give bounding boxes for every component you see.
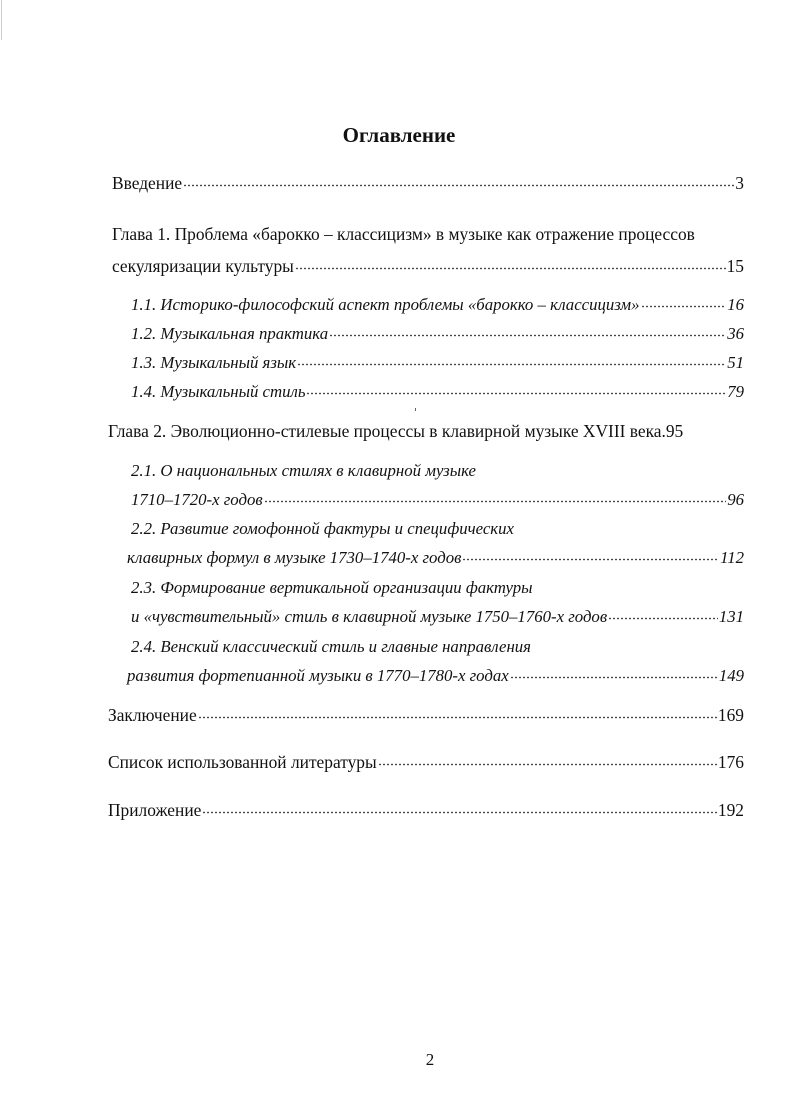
dot-leader <box>183 172 734 189</box>
dot-leader <box>378 751 717 768</box>
dot-leader <box>264 489 727 505</box>
toc-section-2-4-line-2 <box>127 664 744 688</box>
toc-entry-text: и «чувствительный» стиль в клавирной музыке 1750–1760-х годов <box>131 607 608 626</box>
toc-entry-text: Список использованной литературы <box>108 752 377 772</box>
toc-page-number: 36 <box>727 324 744 343</box>
dot-leader <box>329 323 726 339</box>
toc-page-number: 79 <box>727 382 744 401</box>
scan-speck <box>415 408 416 411</box>
toc-section-2-2-line-1: 2.2. Развитие гомофонной фактуры и специфических <box>131 519 514 538</box>
toc-section-2-3-line-1: 2.3. Формирование вертикальной организации фактуры <box>131 578 533 597</box>
toc-page-number: 112 <box>720 548 744 567</box>
dot-leader <box>306 381 726 397</box>
toc-page-number: 169 <box>717 705 744 725</box>
toc-entry-text: Глава 2. Эволюционно-стилевые процессы в клавирной музыке XVIII века <box>108 421 662 441</box>
dot-leader <box>510 665 718 681</box>
toc-entry-text: 1.2. Музыкальная практика <box>131 324 329 343</box>
dot-leader <box>641 294 727 310</box>
toc-chapter-1-line-1: Глава 1. Проблема «барокко – классицизм» в музыке как отражение процессов <box>112 224 695 244</box>
toc-page-number: 15 <box>726 256 744 276</box>
toc-page-number: 149 <box>718 666 744 685</box>
toc-entry-text: Заключение <box>108 705 197 725</box>
toc-entry-text: 1710–1720-х годов <box>131 490 263 509</box>
dot-leader <box>462 547 719 563</box>
toc-section-1-1 <box>131 293 744 317</box>
toc-chapter-2 <box>108 419 683 443</box>
toc-entry-text: секуляризации культуры <box>112 256 294 276</box>
toc-page-number: 51 <box>727 353 744 372</box>
dot-leader <box>202 799 717 816</box>
page-title: Оглавление <box>342 123 456 147</box>
toc-entry-appendix <box>108 798 744 822</box>
toc-page-number: 192 <box>717 800 744 820</box>
toc-section-2-1-line-1: 2.1. О национальных стилях в клавирной музыке <box>131 461 476 480</box>
toc-entry-bibliography <box>108 750 744 774</box>
toc-page-number: 3 <box>735 173 744 193</box>
toc-section-2-3-line-2 <box>131 605 744 629</box>
toc-page-number: 131 <box>718 607 744 626</box>
toc-entry-text: 1.3. Музыкальный язык <box>131 353 297 372</box>
toc-section-1-3 <box>131 351 744 375</box>
toc-section-1-4 <box>131 380 744 404</box>
toc-entry-text: развития фортепианной музыки в 1770–1780-х годах <box>127 666 509 685</box>
page-number: 2 <box>425 1050 435 1069</box>
toc-entry-introduction <box>112 171 744 195</box>
toc-entry-text: 1.4. Музыкальный стиль <box>131 382 306 401</box>
dot-leader <box>297 352 726 368</box>
dot-leader <box>608 606 718 622</box>
toc-entry-text: Введение <box>112 173 183 193</box>
scan-edge-line <box>1 0 2 40</box>
toc-section-2-4-line-1: 2.4. Венский классический стиль и главные направления <box>131 637 531 656</box>
dot-leader <box>295 255 726 272</box>
toc-entry-text: клавирных формул в музыке 1730–1740-х годов <box>127 548 462 567</box>
toc-section-1-2 <box>131 322 744 346</box>
toc-entry-text: 1.1. Историко-философский аспект проблемы «барокко – классицизм» <box>131 295 640 314</box>
toc-page-number: .95 <box>661 421 684 441</box>
dot-leader <box>198 704 717 721</box>
toc-page-number: 16 <box>727 295 744 314</box>
toc-page-number: 176 <box>717 752 744 772</box>
toc-entry-conclusion <box>108 703 744 727</box>
toc-page-number: 96 <box>727 490 744 509</box>
toc-section-2-1-line-2 <box>131 488 744 512</box>
toc-entry-text: Приложение <box>108 800 202 820</box>
toc-section-2-2-line-2 <box>127 546 744 570</box>
toc-chapter-1-line-2 <box>112 254 744 278</box>
